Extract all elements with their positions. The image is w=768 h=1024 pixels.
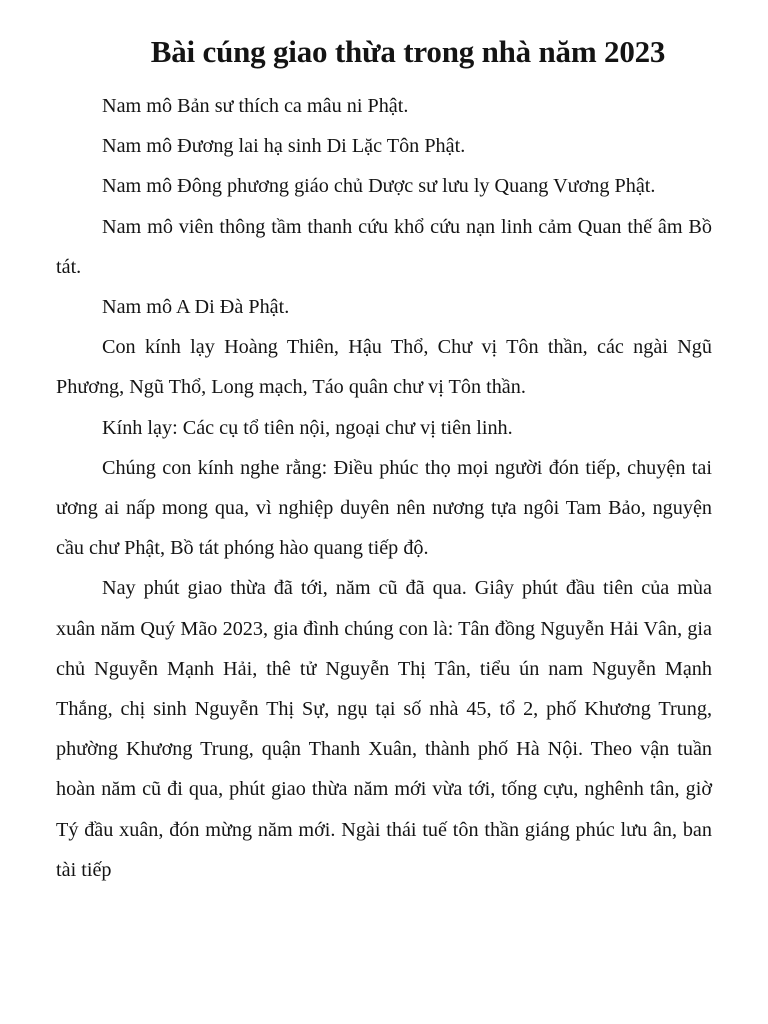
paragraph-invocation-avalokiteshvara: Nam mô viên thông tầm thanh cứu khổ cứu nạn linh cảm Quan thế âm Bồ tát. bbox=[56, 215, 712, 278]
document-title: Bài cúng giao thừa trong nhà năm 2023 bbox=[150, 34, 666, 69]
paragraph-invocation-ancestors: Kính lạy: Các cụ tổ tiên nội, ngoại chư vị tiên linh. bbox=[102, 416, 513, 439]
paragraph-new-year-offering: Nay phút giao thừa đã tới, năm cũ đã qua. Giây phút đầu tiên của mùa xuân năm Quý Mão 2023, gia đình chúng con là: Tân đồng Nguyễn Hải Vân, gia chủ Nguyễn Mạnh Hải, thê tử Nguyễn Thị Tân, tiểu ún nam Nguyễn Mạnh Thắng, chị sinh Nguyễn Thị Sự, ngụ tại số nhà 45, tổ 2, phố Khương Trung, phường Khương Trung, quận Thanh Xuân, thành phố Hà Nội. Theo vận tuần hoàn năm cũ đi qua, phút giao thừa năm mới vừa tới, tống cựu, nghênh tân, giờ Tý đầu xuân, đón mừng năm mới. Ngài thái tuế tôn thần giáng phúc lưu ân, ban tài tiếp bbox=[56, 577, 712, 881]
paragraph-invocation-shakyamuni: Nam mô Bản sư thích ca mâu ni Phật. bbox=[102, 95, 409, 117]
paragraph-invocation-deities: Con kính lạy Hoàng Thiên, Hậu Thổ, Chư vị Tôn thần, các ngài Ngũ Phương, Ngũ Thổ, Long mạch, Táo quân chư vị Tôn thần. bbox=[56, 336, 712, 399]
paragraph-invocation-amitabha: Nam mô A Di Đà Phật. bbox=[102, 296, 290, 319]
document-body bbox=[56, 86, 712, 890]
paragraph-invocation-medicine-buddha: Nam mô Đông phương giáo chủ Dược sư lưu ly Quang Vương Phật. bbox=[102, 175, 656, 198]
paragraph-invocation-maitreya: Nam mô Đương lai hạ sinh Di Lặc Tôn Phật. bbox=[102, 135, 466, 158]
paragraph-blessing: Chúng con kính nghe rằng: Điều phúc thọ mọi người đón tiếp, chuyện tai ương ai nấp mong qua, vì nghiệp duyên nên nương tựa ngôi Tam Bảo, nguyện cầu chư Phật, Bồ tát phóng hào quang tiếp độ. bbox=[56, 456, 712, 560]
